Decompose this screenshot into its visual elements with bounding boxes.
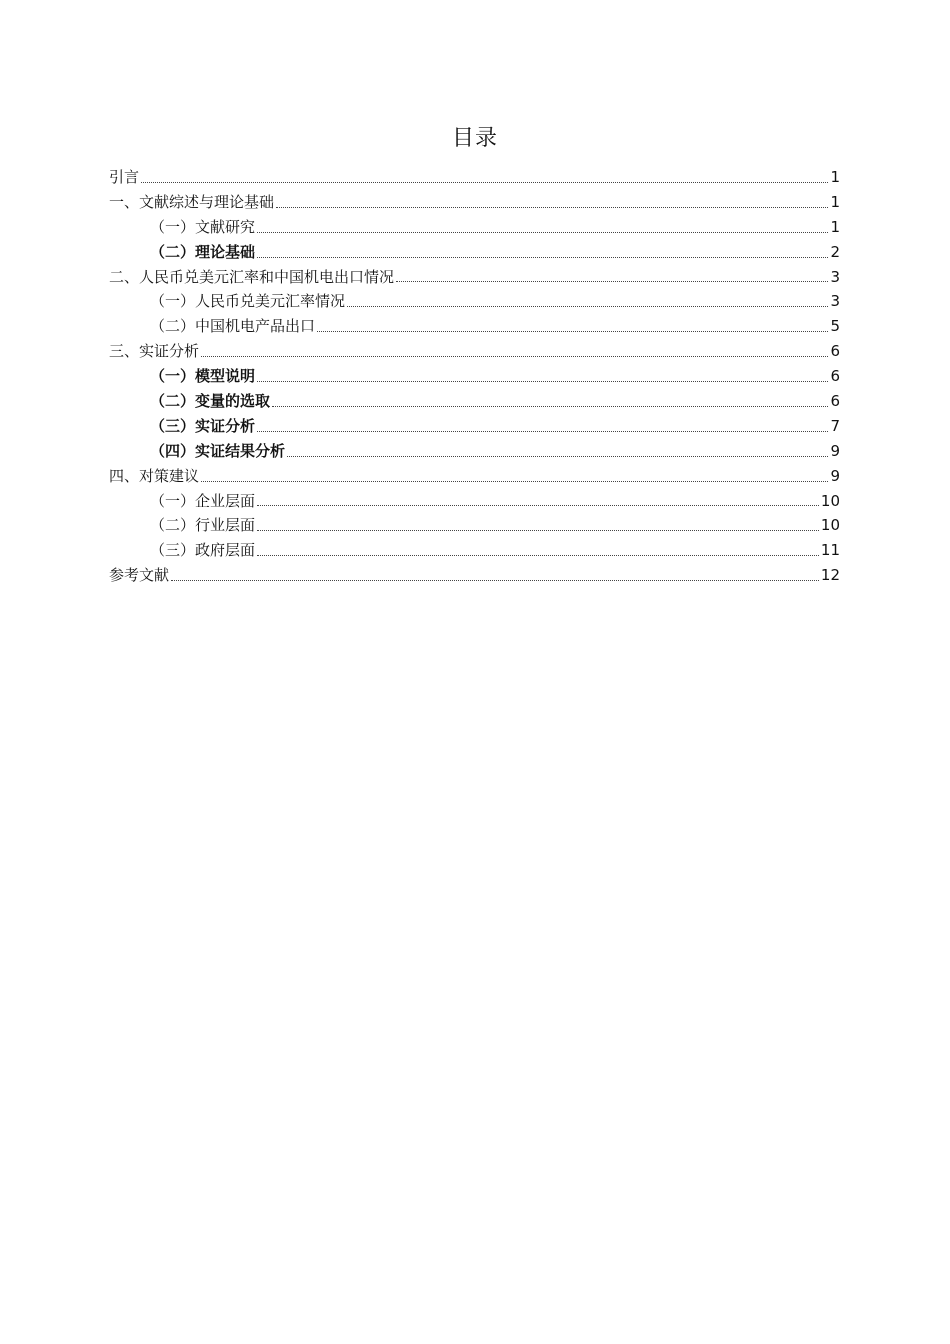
toc-title: 目录 [451,126,498,151]
toc-page-number: 5 [830,317,840,336]
toc-page-number: 10 [820,491,840,510]
toc-entry[interactable] [109,538,840,563]
toc-dot-leader [257,505,819,506]
toc-page-number: 11 [820,541,840,560]
toc-dot-leader [257,530,819,531]
toc-entry-label: （三）实证分析 [150,416,256,435]
toc-entry-label: 二、人民币兑美元汇率和中国机电出口情况 [109,267,395,286]
toc-page-number: 3 [830,292,840,311]
toc-dot-leader [396,281,828,282]
toc-dot-leader [272,406,828,407]
toc-page-number: 3 [830,267,840,286]
toc-dot-leader [276,207,828,208]
toc-entry[interactable] [109,513,840,538]
toc-page-number: 12 [820,566,840,585]
toc-entry[interactable] [109,414,840,439]
toc-entry-label: （二）理论基础 [150,242,256,261]
toc-entry-label: （二）变量的选取 [150,392,271,410]
toc-dot-leader [347,306,828,307]
toc-entry-label: （四）实证结果分析 [150,441,286,460]
toc-page-number: 2 [830,242,840,261]
toc-entry[interactable] [109,489,840,514]
toc-entry[interactable] [109,339,840,364]
toc-entry-label: 四、对策建议 [109,466,200,485]
toc-dot-leader [257,257,828,258]
toc-entry-label: 引言 [109,167,140,186]
toc-dot-leader [257,555,819,556]
toc-entry-label: （一）模型说明 [150,367,256,386]
toc-page-number: 6 [830,392,840,410]
toc-entry-label: （一）人民币兑美元汇率情况 [150,292,346,311]
toc-dot-leader [257,381,828,382]
toc-entry[interactable] [109,215,840,240]
toc-entry[interactable] [109,464,840,489]
toc-page-number: 1 [830,192,840,211]
toc-dot-leader [257,431,828,432]
toc-page-number: 6 [830,342,840,361]
toc-entry[interactable] [109,364,840,389]
toc-dot-leader [317,331,828,332]
toc-dot-leader [201,481,828,482]
toc-dot-leader [141,182,828,183]
toc-dot-leader [201,356,828,357]
toc-page-number: 9 [830,466,840,485]
toc-entry[interactable] [109,165,840,190]
toc-entry-label: 参考文献 [109,566,170,585]
toc-dot-leader [287,456,828,457]
toc-entry[interactable] [109,439,840,464]
table-of-contents [109,165,840,588]
toc-page-number: 6 [830,367,840,386]
toc-page-number: 7 [830,416,840,435]
toc-page-number: 1 [830,217,840,236]
toc-entry-label: （三）政府层面 [150,541,256,560]
toc-entry[interactable] [109,563,840,588]
toc-entry[interactable] [109,289,840,314]
toc-entry[interactable] [109,265,840,290]
toc-entry[interactable] [109,190,840,215]
toc-entry-label: 一、文献综述与理论基础 [109,192,275,211]
toc-page-number: 9 [830,441,840,460]
toc-entry-label: （二）行业层面 [150,516,256,535]
toc-entry-label: （一）企业层面 [150,491,256,510]
toc-entry[interactable] [109,389,840,414]
toc-page-number: 1 [830,167,840,186]
toc-entry-label: （一）文献研究 [150,217,256,236]
toc-page-number: 10 [820,516,840,535]
toc-entry[interactable] [109,240,840,265]
toc-entry[interactable] [109,314,840,339]
toc-dot-leader [171,580,819,581]
toc-entry-label: 三、实证分析 [109,342,200,361]
toc-entry-label: （二）中国机电产品出口 [150,317,316,336]
toc-dot-leader [257,232,828,233]
